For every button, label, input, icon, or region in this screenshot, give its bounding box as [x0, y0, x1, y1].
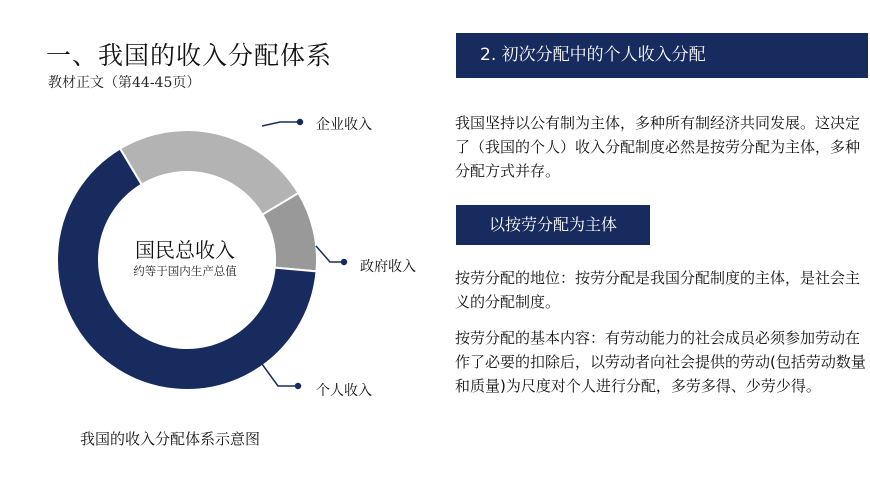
section-header: 2. 初次分配中的个人收入分配	[456, 33, 868, 78]
label-personal-income: 个人收入	[316, 383, 372, 399]
intro-paragraph: 我国坚持以公有制为主体，多种所有制经济共同发展。这决定了（我国的个人）收入分配制度必然是按劳分配为主体，多种分配方式并存。	[455, 114, 861, 180]
leader-line-government	[316, 246, 344, 262]
principle-badge: 以按劳分配为主体	[456, 205, 650, 245]
chart-caption: 我国的收入分配体系示意图	[80, 430, 261, 448]
donut-center-subtitle: 约等于国内生产总值	[133, 264, 237, 278]
donut-center-title: 国民总收入	[135, 238, 235, 262]
leader-dot-personal	[296, 384, 301, 389]
slice-enterprise-income	[120, 130, 298, 215]
leader-dot-enterprise	[298, 120, 303, 125]
leader-line-personal	[262, 364, 298, 386]
leader-line-enterprise	[262, 122, 300, 126]
basic-content-paragraph: 按劳分配的基本内容：有劳动能力的社会成员必须参加劳动在作了必要的扣除后，以劳动者向社会提供的劳动(包括劳动数量和质量)为尺度对个人进行分配，多劳多得、少劳少得。	[455, 329, 866, 395]
label-government-income: 政府收入	[360, 259, 416, 275]
label-enterprise-income: 企业收入	[316, 117, 372, 133]
status-paragraph: 按劳分配的地位：按劳分配是我国分配制度的主体，是社会主义的分配制度。	[455, 269, 861, 311]
slide-title: 一、我国的收入分配体系	[46, 41, 333, 70]
leader-dot-government	[342, 260, 347, 265]
textbook-reference: 教材正文（第44-45页）	[48, 75, 201, 91]
